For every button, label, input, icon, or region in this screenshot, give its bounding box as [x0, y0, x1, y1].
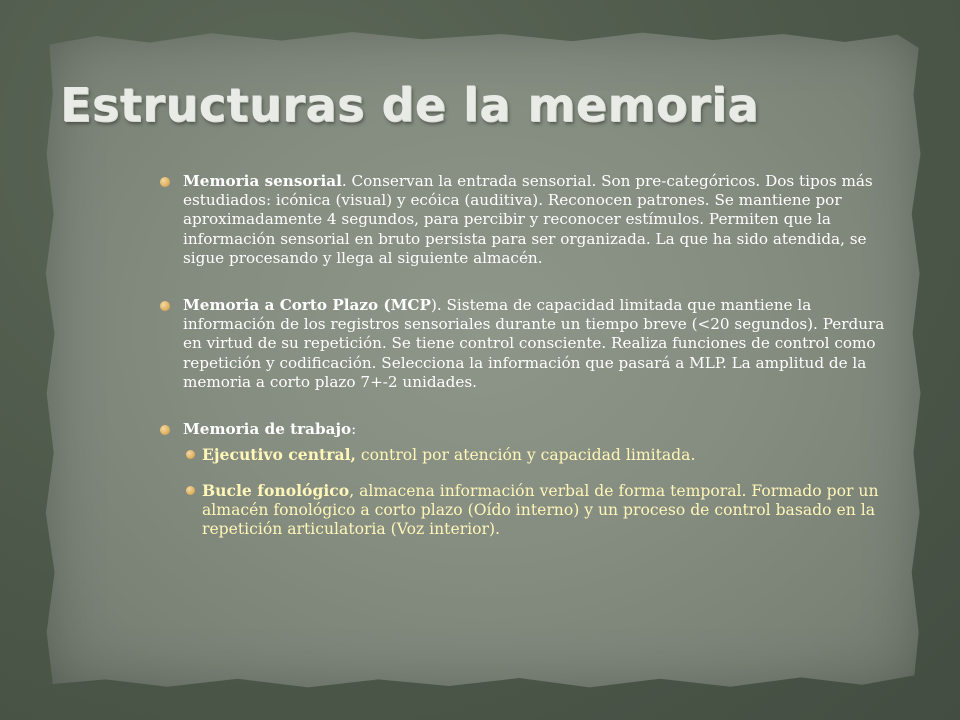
bullet-term: Memoria sensorial [183, 172, 342, 190]
slide-content [160, 172, 900, 555]
slide-title: Estructuras de la memoria [60, 78, 759, 132]
bullet-text: ). Sistema de capacidad limitada que mantiene la información de los registros sensoriales durante un tiempo breve (<20 segundos). Perdura en virtud de su repetición. Se tiene control consciente. Realiza funciones de control como repetición y codificación. Selecciona la información que pasará a MLP. La amplitud de la memoria a corto plazo 7+-2 unidades. [183, 296, 885, 391]
bullet-memoria-sensorial [160, 172, 900, 268]
subbullet-dot-icon [186, 450, 195, 459]
bullet-term: Memoria a Corto Plazo (MCP [183, 296, 431, 315]
bullet-term: Memoria de trabajo [183, 420, 352, 439]
subbullet-text: control por atención y capacidad limitada. [355, 446, 696, 465]
bullet-dot-icon [160, 301, 170, 311]
subbullet-dot-icon [186, 486, 195, 495]
subbullet-text: , almacena información verbal de forma temporal. Formado por un almacén fonológico a corto plazo (Oído interno) y un proceso de control basado en la repetición articulatoria (Voz interior). [202, 482, 879, 539]
subbullet-term: Bucle fonológico [202, 481, 350, 501]
subbullet-term: Ejecutivo central, [202, 445, 356, 465]
subbullet-ejecutivo-central [174, 445, 900, 465]
bullet-dot-icon [160, 425, 170, 435]
bullet-dot-icon [160, 177, 170, 187]
bullet-memoria-trabajo [160, 420, 900, 439]
subbullet-bucle-fonologico [174, 481, 900, 540]
bullet-text: . Conservan la entrada sensorial. Son pre-categóricos. Dos tipos más estudiados: icónica (visual) y ecóica (auditiva). Reconocen patrones. Se mantiene por aproximadamente 4 segundos, para percibir y reconocer estímulos. Permiten que la información sensorial en bruto persista para ser organizada. La que ha sido atendida, se sigue procesando y llega al siguiente almacén. [183, 172, 873, 267]
bullet-memoria-corto-plazo [160, 296, 900, 392]
bullet-text: : [351, 420, 357, 439]
